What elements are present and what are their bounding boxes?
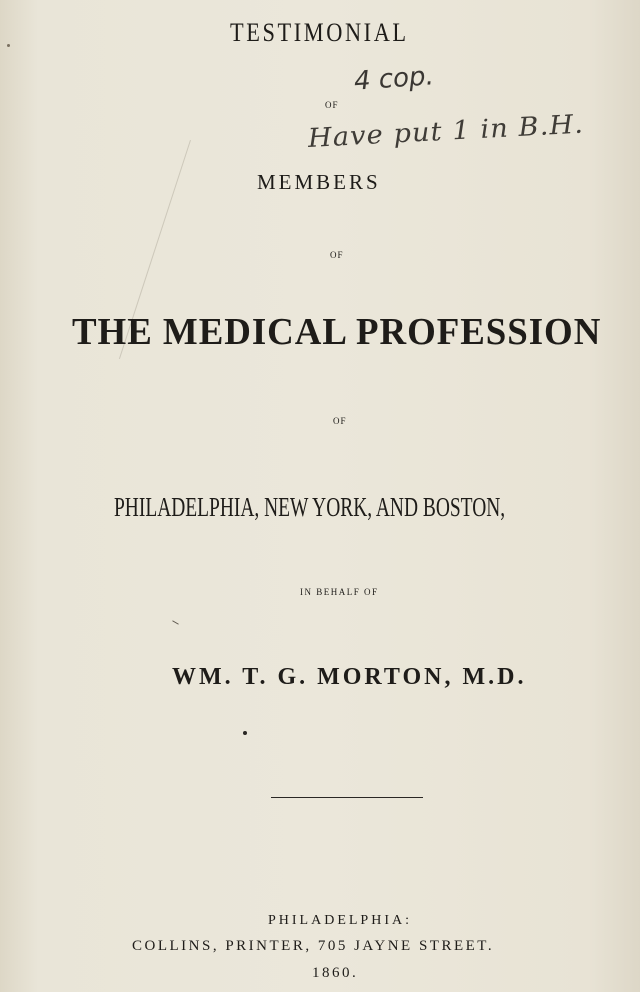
author-line: WM. T. G. MORTON, M.D. bbox=[172, 664, 527, 690]
connector-of-1: OF bbox=[325, 100, 339, 110]
ink-speck bbox=[243, 731, 247, 735]
imprint-place: PHILADELPHIA: bbox=[268, 913, 412, 928]
imprint-printer: COLLINS, PRINTER, 705 JAYNE STREET. bbox=[132, 938, 495, 954]
imprint-year: 1860. bbox=[312, 965, 359, 981]
connector-of-2: OF bbox=[330, 250, 344, 260]
divider-rule bbox=[271, 797, 423, 798]
cities-line: PHILADELPHIA, NEW YORK, AND BOSTON, bbox=[114, 492, 506, 522]
handwritten-note-location: Have put 1 in B.H. bbox=[307, 109, 585, 154]
title-line-members: MEMBERS bbox=[257, 170, 381, 194]
connector-of-3: OF bbox=[333, 416, 347, 426]
title-line-testimonial: TESTIMONIAL bbox=[230, 18, 409, 47]
ink-mark bbox=[172, 620, 179, 624]
ink-speck bbox=[7, 44, 10, 47]
handwritten-note-copies: 4 cop. bbox=[353, 61, 435, 97]
in-behalf-of-line: IN BEHALF OF bbox=[300, 587, 379, 597]
title-line-medical-profession: THE MEDICAL PROFESSION bbox=[72, 311, 602, 353]
